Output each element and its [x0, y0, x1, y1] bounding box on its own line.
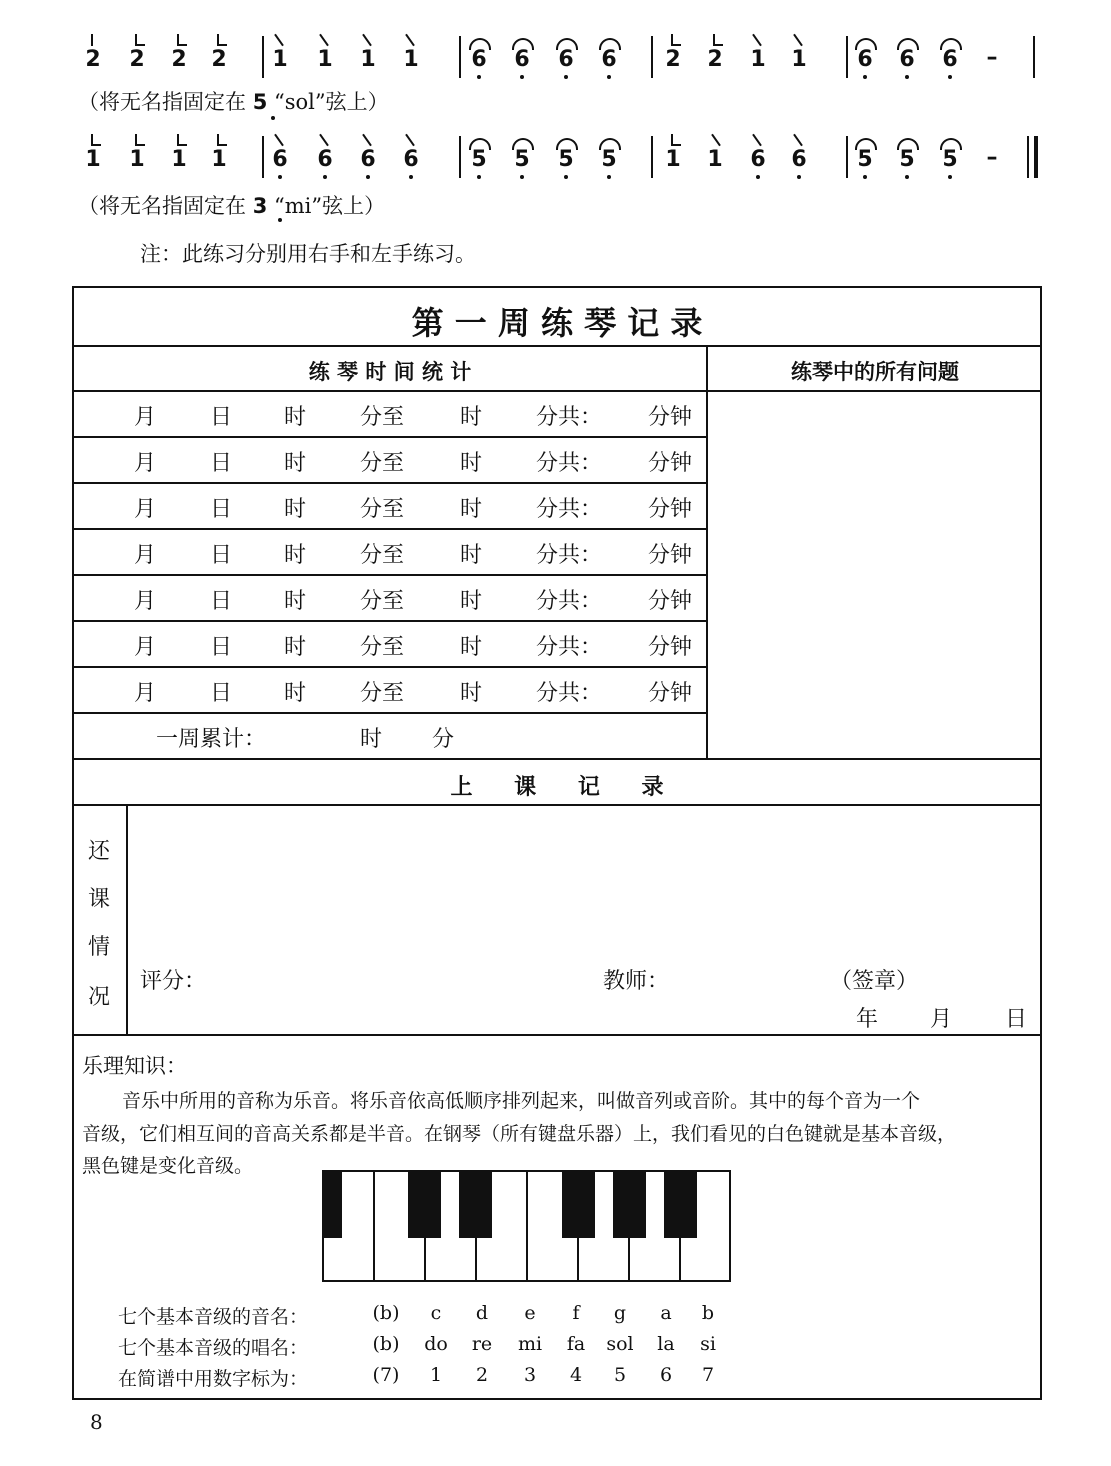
time-row-label: 分钟 [648, 589, 693, 614]
slash-mark [362, 34, 372, 47]
note: 5 [942, 147, 958, 172]
time-row-label: 分共： [536, 497, 603, 522]
piano-black-key [562, 1170, 595, 1238]
theory-row-label: 在简谱中用数字标为： [118, 1368, 309, 1390]
slash-mark [752, 34, 762, 47]
note: 1 [750, 47, 766, 72]
beam-mark [135, 144, 145, 146]
bar-line [1027, 136, 1029, 178]
note: 5 [601, 147, 617, 172]
slash-mark [319, 134, 329, 147]
time-row-label: 分钟 [648, 543, 693, 568]
octave-dot [278, 218, 282, 222]
note: 1 [360, 47, 376, 72]
octave-dot [520, 75, 524, 79]
octave-dot [520, 175, 524, 179]
bar-line [262, 136, 264, 178]
piano-black-key [459, 1170, 492, 1238]
page-number: 8 [90, 1410, 103, 1434]
time-row-label: 分钟 [648, 681, 693, 706]
note: 6 [942, 47, 958, 72]
caption-suffix: “sol”弦上） [274, 90, 389, 114]
note: 6 [471, 47, 487, 72]
slash-mark [711, 134, 721, 147]
note: 6 [317, 147, 333, 172]
time-row-label: 分至 [360, 497, 405, 522]
beam-mark [91, 34, 93, 46]
note: 6 [899, 47, 915, 72]
bar-line [651, 36, 653, 78]
time-row-label: 时 [460, 405, 483, 430]
time-row-label: 时 [460, 497, 483, 522]
slash-mark [793, 134, 803, 147]
theory-row-value: 5 [613, 1364, 627, 1386]
time-row-label: 日 [210, 589, 233, 614]
date-day: 日 [1005, 1007, 1028, 1032]
slash-mark [405, 34, 415, 47]
bar-line [846, 36, 848, 78]
octave-dot [797, 175, 801, 179]
octave-dot [323, 175, 327, 179]
caption-prefix: （将无名指固定在 [78, 90, 246, 114]
octave-dot [564, 75, 568, 79]
beam-mark [177, 44, 187, 46]
time-row-label: 分钟 [648, 497, 693, 522]
note: 1 [665, 147, 681, 172]
beam-mark [135, 44, 145, 46]
time-row-label: 月 [134, 635, 157, 660]
theory-row-value: (b) [372, 1333, 400, 1355]
note: 2 [707, 47, 723, 72]
theory-paragraph-line-3: 黑色键是变化音级。 [82, 1155, 254, 1177]
divider [72, 804, 1042, 806]
divider [706, 345, 708, 759]
time-row-label: 时 [284, 497, 307, 522]
theory-row-value: si [700, 1333, 716, 1355]
theory-row-value: sol [606, 1333, 634, 1355]
time-row-label: 时 [284, 451, 307, 476]
time-row-label: 分共： [536, 635, 603, 660]
note: 5 [899, 147, 915, 172]
time-row-label: 分共： [536, 543, 603, 568]
bar-line [846, 136, 848, 178]
piano-black-key [322, 1170, 342, 1238]
slash-mark [274, 34, 284, 47]
date-year: 年 [856, 1007, 879, 1032]
time-row-label: 月 [134, 681, 157, 706]
octave-dot [564, 175, 568, 179]
seal-label: （签章） [830, 969, 919, 994]
note: 5 [558, 147, 574, 172]
time-row-label: 月 [134, 589, 157, 614]
theory-heading: 乐理知识： [82, 1054, 187, 1078]
slash-mark [362, 134, 372, 147]
note: 1 [211, 147, 227, 172]
time-row-label: 分至 [360, 589, 405, 614]
theory-row-value: fa [566, 1333, 586, 1355]
octave-dot [948, 75, 952, 79]
octave-dot [607, 175, 611, 179]
divider [72, 345, 1042, 347]
octave-dot [756, 175, 760, 179]
time-row-label: 分至 [360, 681, 405, 706]
divider [72, 482, 708, 484]
time-row-label: 时 [460, 543, 483, 568]
slash-mark [752, 134, 762, 147]
note: 2 [85, 47, 101, 72]
divider [72, 712, 708, 714]
time-row-label: 时 [284, 635, 307, 660]
slash-mark [793, 34, 803, 47]
beam-mark [217, 144, 227, 146]
note: 2 [171, 47, 187, 72]
lesson-header: 上 课 记 录 [450, 775, 664, 800]
practice-note: 注：此练习分别用右手和左手练习。 [140, 242, 476, 266]
time-row-label: 分共： [536, 451, 603, 476]
theory-row-value: f [572, 1302, 580, 1324]
theory-row-value: g [613, 1302, 627, 1324]
theory-row-value: 7 [701, 1364, 715, 1386]
beam-mark [217, 44, 227, 46]
teacher-label: 教师： [603, 969, 670, 994]
theory-row-value: 2 [475, 1364, 489, 1386]
note: 6 [514, 47, 530, 72]
note: 6 [601, 47, 617, 72]
weekly-total-minute: 分 [432, 727, 455, 752]
note: 6 [360, 147, 376, 172]
note: 1 [171, 147, 187, 172]
note: 1 [129, 147, 145, 172]
beam-mark [671, 144, 681, 146]
time-row-label: 时 [460, 681, 483, 706]
octave-dot [278, 175, 282, 179]
note-dash: – [986, 45, 998, 70]
note: 6 [403, 147, 419, 172]
octave-dot [271, 116, 275, 120]
time-row-label: 时 [460, 589, 483, 614]
note: 1 [403, 47, 419, 72]
note: 1 [272, 47, 288, 72]
caption-prefix: （将无名指固定在 [78, 194, 246, 218]
time-row-label: 分至 [360, 405, 405, 430]
beam-mark [713, 44, 723, 46]
time-row-label: 分钟 [648, 405, 693, 430]
bar-line [1033, 36, 1035, 78]
theory-row-value: 1 [429, 1364, 443, 1386]
octave-dot [905, 175, 909, 179]
note: 2 [129, 47, 145, 72]
note: 2 [211, 47, 227, 72]
time-row-label: 时 [460, 635, 483, 660]
time-row-label: 月 [134, 497, 157, 522]
divider [72, 436, 708, 438]
bar-line [459, 36, 461, 78]
caption-note: 5 [252, 90, 268, 114]
note: 1 [85, 147, 101, 172]
piano-black-key [408, 1170, 441, 1238]
theory-row-value: 4 [569, 1364, 583, 1386]
divider [72, 620, 708, 622]
octave-dot [477, 175, 481, 179]
divider [72, 390, 1042, 392]
piano-black-key [664, 1170, 697, 1238]
time-row-label: 日 [210, 497, 233, 522]
octave-dot [409, 175, 413, 179]
theory-paragraph-line-1: 音乐中所用的音称为乐音。将乐音依高低顺序排列起来，叫做音列或音阶。其中的每个音为一个 [122, 1090, 921, 1112]
divider [72, 574, 708, 576]
review-char: 还 [88, 839, 111, 864]
bar-line [651, 136, 653, 178]
time-row-label: 时 [284, 681, 307, 706]
octave-dot [477, 75, 481, 79]
note: 5 [471, 147, 487, 172]
score-label: 评分： [140, 969, 207, 994]
theory-row-value: b [701, 1302, 715, 1324]
note: 5 [514, 147, 530, 172]
time-row-label: 月 [134, 451, 157, 476]
note: 1 [707, 147, 723, 172]
octave-dot [863, 75, 867, 79]
time-row-label: 时 [284, 589, 307, 614]
caption-suffix: “mi”弦上） [274, 194, 386, 218]
time-row-label: 月 [134, 543, 157, 568]
slash-mark [319, 34, 329, 47]
time-row-label: 分钟 [648, 635, 693, 660]
time-row-label: 日 [210, 681, 233, 706]
theory-row-label: 七个基本音级的唱名： [118, 1337, 309, 1359]
theory-row-value: la [657, 1333, 675, 1355]
octave-dot [366, 175, 370, 179]
time-row-label: 日 [210, 451, 233, 476]
beam-mark [671, 44, 681, 46]
weekly-total-hour: 时 [360, 727, 383, 752]
time-row-label: 分至 [360, 451, 405, 476]
time-row-label: 分共： [536, 405, 603, 430]
time-row-label: 日 [210, 635, 233, 660]
theory-row-value: a [660, 1302, 672, 1324]
piano-black-key [613, 1170, 646, 1238]
theory-row-value: e [524, 1302, 536, 1324]
time-row-label: 分共： [536, 681, 603, 706]
note: 5 [857, 147, 873, 172]
theory-row-value: (b) [372, 1302, 400, 1324]
divider [126, 804, 128, 1034]
note: 2 [665, 47, 681, 72]
bar-line [459, 136, 461, 178]
time-row-label: 日 [210, 405, 233, 430]
problems-header: 练琴中的所有问题 [791, 360, 959, 384]
note: 6 [750, 147, 766, 172]
stats-header: 练 琴 时 间 统 计 [308, 360, 472, 384]
theory-row-value: c [430, 1302, 442, 1324]
caption-line-1 [78, 86, 389, 116]
note: 6 [791, 147, 807, 172]
time-row-label: 分至 [360, 543, 405, 568]
note-dash: – [986, 145, 998, 170]
divider [72, 528, 708, 530]
review-char: 课 [88, 887, 111, 912]
weekly-total-label: 一周累计： [156, 727, 267, 752]
theory-row-value: 3 [523, 1364, 537, 1386]
review-char: 况 [88, 985, 111, 1010]
final-bar-line [1034, 136, 1038, 178]
note: 6 [272, 147, 288, 172]
time-row-label: 分至 [360, 635, 405, 660]
theory-row-value: do [424, 1333, 448, 1355]
time-row-label: 分钟 [648, 451, 693, 476]
octave-dot [863, 175, 867, 179]
slash-mark [274, 134, 284, 147]
caption-line-2 [78, 190, 385, 220]
theory-row-value: re [471, 1333, 493, 1355]
time-row-label: 日 [210, 543, 233, 568]
theory-row-label: 七个基本音级的音名： [118, 1306, 309, 1328]
octave-dot [905, 75, 909, 79]
time-row-label: 时 [284, 543, 307, 568]
time-row-label: 分共： [536, 589, 603, 614]
theory-row-value: 6 [659, 1364, 673, 1386]
time-row-label: 时 [284, 405, 307, 430]
note: 1 [317, 47, 333, 72]
theory-row-value: mi [517, 1333, 543, 1355]
note: 6 [558, 47, 574, 72]
theory-paragraph-line-2: 音级，它们相互间的音高关系都是半音。在钢琴（所有键盘乐器）上，我们看见的白色键就是基本音级， [82, 1123, 957, 1145]
octave-dot [607, 75, 611, 79]
theory-row-value: (7) [372, 1364, 400, 1386]
slash-mark [405, 134, 415, 147]
caption-note: 3 [252, 194, 268, 218]
time-row-label: 月 [134, 405, 157, 430]
beam-mark [177, 144, 187, 146]
note: 1 [791, 47, 807, 72]
divider [72, 666, 708, 668]
review-char: 情 [88, 935, 111, 960]
theory-row-value: d [475, 1302, 489, 1324]
divider [72, 1034, 1042, 1036]
beam-mark [91, 144, 101, 146]
time-row-label: 时 [460, 451, 483, 476]
note: 6 [857, 47, 873, 72]
bar-line [262, 36, 264, 78]
record-title: 第 一 周 练 琴 记 录 [411, 304, 703, 342]
octave-dot [948, 175, 952, 179]
divider [72, 758, 1042, 760]
date-month: 月 [930, 1007, 953, 1032]
